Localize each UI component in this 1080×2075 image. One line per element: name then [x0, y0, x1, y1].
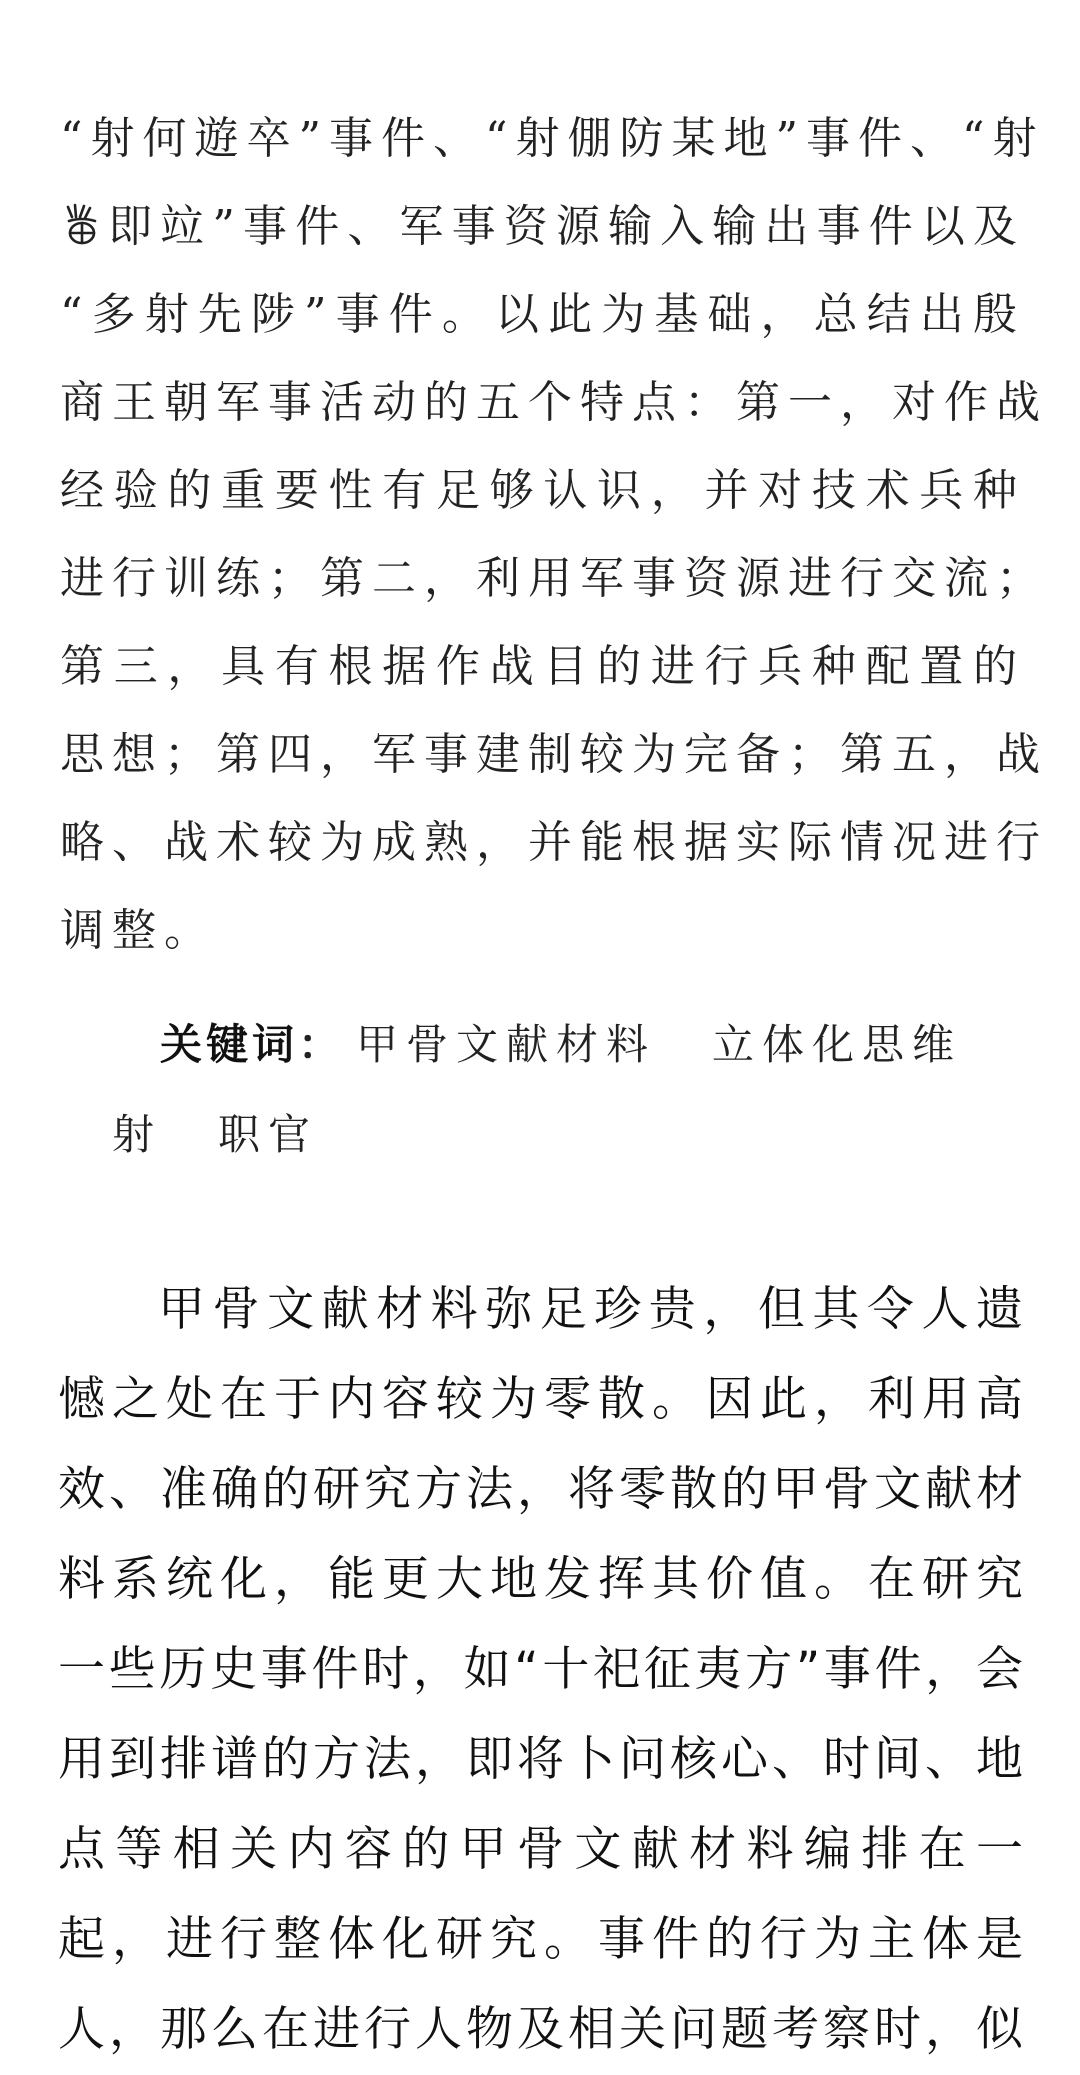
keywords-colon: ：	[298, 1020, 349, 1069]
abstract-line: 进行训练；第二，利用军事资源进行交流；	[60, 553, 1048, 604]
body-paragraph	[58, 1265, 1026, 2075]
abstract-line-with-glyph	[60, 183, 1025, 271]
abstract-line: 第三，具有根据作战目的进行兵种配置的	[60, 641, 1025, 692]
keywords-section	[60, 1000, 1025, 1180]
body-line: 点等相关内容的甲骨文献材料编排在一	[58, 1822, 1026, 1877]
abstract-line: 思想；第四，军事建制较为完备；第五，战	[60, 729, 1048, 780]
keywords-row	[60, 1000, 1025, 1090]
abstract-line: 商王朝军事活动的五个特点：第一，对作战	[60, 377, 1048, 428]
keywords-label: 关键词	[160, 1020, 299, 1069]
body-line: 用到排谱的方法，即将卜问核心、时间、地	[58, 1732, 1026, 1787]
body-line: 效、准确的研究方法，将零散的甲骨文献材	[58, 1462, 1026, 1517]
abstract-line: 调整。	[60, 905, 216, 956]
abstract-line: “射何遊卒”事件、“射倗防某地”事件、“射	[60, 113, 1045, 164]
keyword-item: 立体化思维	[712, 1020, 963, 1069]
keyword-item: 射	[112, 1110, 163, 1159]
abstract-paragraph	[60, 95, 1048, 975]
body-line: 料系统化，能更大地发挥其价值。在研究	[58, 1552, 1026, 1607]
oracle-bone-character-icon	[60, 203, 104, 247]
abstract-line: 经验的重要性有足够认识，并对技术兵种	[60, 465, 1025, 516]
body-line: 人，那么在进行人物及相关问题考察时，似	[58, 2002, 1026, 2057]
abstract-line: 略、战术较为成熟，并能根据实际情况进行	[60, 817, 1048, 868]
body-line: 一些历史事件时，如“十祀征夷方”事件，会	[58, 1642, 1026, 1697]
keyword-item: 职官	[218, 1110, 319, 1159]
abstract-line-text: 即竝”事件、军事资源输入输出事件以及	[108, 201, 1025, 252]
keywords-row	[60, 1090, 1025, 1180]
abstract-line: “多射先陟”事件。以此为基础，总结出殷	[60, 289, 1025, 340]
keyword-item: 甲骨文献材料	[356, 1020, 657, 1069]
body-line: 甲骨文献材料弥足珍贵，但其令人遗	[158, 1282, 1026, 1337]
body-line: 憾之处在于内容较为零散。因此，利用高	[58, 1372, 1026, 1427]
body-line: 起，进行整体化研究。事件的行为主体是	[58, 1912, 1026, 1967]
